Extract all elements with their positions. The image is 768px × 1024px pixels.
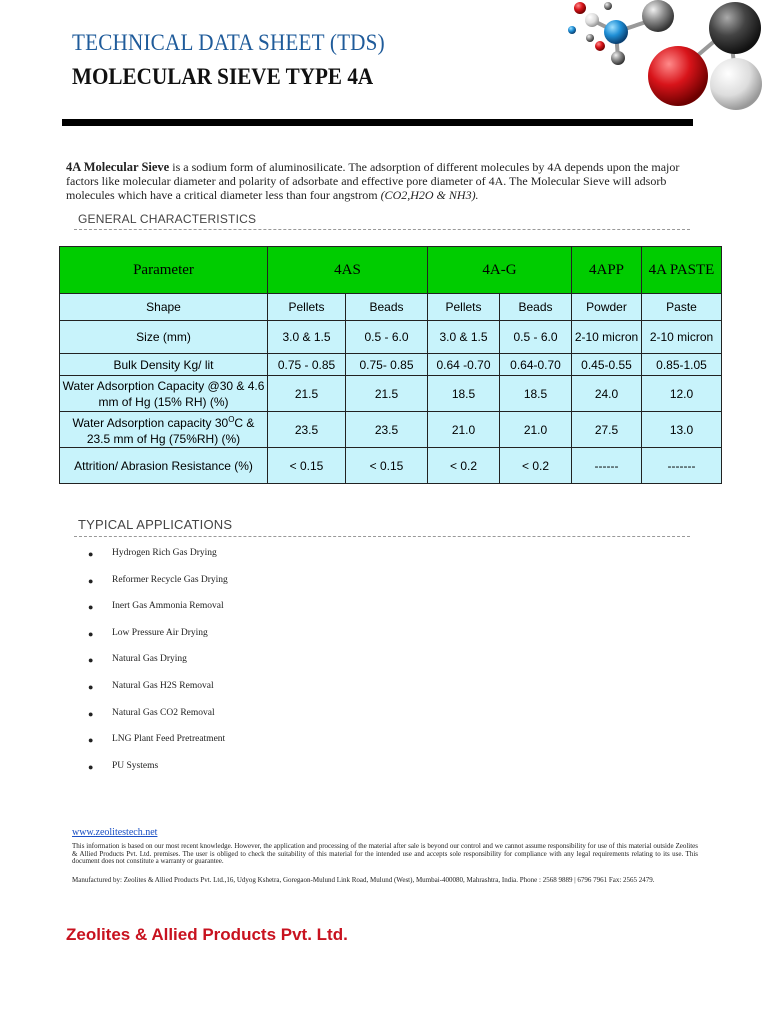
- list-item-label: Inert Gas Ammonia Removal: [112, 601, 224, 612]
- row-label: Water Adsorption Capacity @30 & 4.6 mm of Hg (15% RH) (%): [60, 376, 268, 412]
- table-cell: Beads: [500, 294, 572, 321]
- table-cell: < 0.15: [346, 448, 428, 484]
- intro-lead: 4A Molecular Sieve: [66, 160, 170, 174]
- bullet-dot-icon: ●: [88, 735, 94, 746]
- table-cell: 23.5: [268, 412, 346, 448]
- list-item-label: Natural Gas Drying: [112, 654, 187, 665]
- degree-superscript: O: [228, 415, 235, 424]
- header-4app: 4APP: [572, 247, 642, 294]
- row-label-part: Water Adsorption capacity 30: [72, 416, 229, 430]
- table-cell: 12.0: [642, 376, 722, 412]
- bullet-dot-icon: ●: [88, 602, 94, 613]
- section-heading-applications: TYPICAL APPLICATIONS: [78, 517, 233, 532]
- row-label-part: C & 23.5 mm of Hg (75%RH) (%): [86, 416, 255, 446]
- table-cell: 21.5: [268, 376, 346, 412]
- table-row: [60, 412, 722, 448]
- list-item: [88, 761, 228, 788]
- table-cell: 0.5 - 6.0: [500, 321, 572, 354]
- table-row: [60, 354, 722, 376]
- list-item-label: Hydrogen Rich Gas Drying: [112, 548, 217, 558]
- list-item-label: Low Pressure Air Drying: [112, 627, 208, 638]
- table-cell: 21.0: [500, 412, 572, 448]
- section-divider: [74, 536, 690, 537]
- row-label: Bulk Density Kg/ lit: [60, 354, 268, 376]
- list-item: [88, 708, 228, 735]
- table-cell: < 0.15: [268, 448, 346, 484]
- list-item: [88, 548, 228, 575]
- document-title: TECHNICAL DATA SHEET (TDS): [72, 30, 385, 55]
- table-cell: 0.85-1.05: [642, 354, 722, 376]
- table-cell: 23.5: [346, 412, 428, 448]
- list-item-label: LNG Plant Feed Pretreatment: [112, 734, 226, 745]
- table-cell: Beads: [346, 294, 428, 321]
- section-heading-general: GENERAL CHARACTERISTICS: [78, 212, 257, 226]
- table-cell: 2-10 micron: [642, 321, 722, 354]
- table-cell: 2-10 micron: [572, 321, 642, 354]
- molecule-model-icon: [560, 0, 768, 130]
- list-item: [88, 601, 228, 628]
- table-cell: 3.0 & 1.5: [268, 321, 346, 354]
- bullet-dot-icon: ●: [88, 575, 94, 586]
- table-row: [60, 376, 722, 412]
- list-item: [88, 575, 228, 602]
- table-cell: 21.0: [428, 412, 500, 448]
- table-row: [60, 294, 722, 321]
- table-cell: 18.5: [428, 376, 500, 412]
- table-cell: < 0.2: [500, 448, 572, 484]
- bullet-dot-icon: ●: [88, 708, 94, 719]
- document-subtitle: MOLECULAR SIEVE TYPE 4A: [72, 64, 374, 89]
- intro-body: is a sodium form of aluminosilicate. The adsorption of different molecules by 4A depends upon the major factors like molecular diameter and polarity of adsorbate and effective pore diameter of 4A. The Molecular Sieve will adsorb molecules which have a critical diameter less than four angstrom: [66, 160, 680, 202]
- list-item: [88, 628, 228, 655]
- table-header-row: [60, 247, 722, 294]
- table-row: [60, 321, 722, 354]
- row-label: Attrition/ Abrasion Resistance (%): [60, 448, 268, 484]
- table-cell: < 0.2: [428, 448, 500, 484]
- bullet-dot-icon: ●: [88, 681, 94, 692]
- table-cell: 0.5 - 6.0: [346, 321, 428, 354]
- table-cell: 0.45-0.55: [572, 354, 642, 376]
- list-item: [88, 654, 228, 681]
- header-4a-paste: 4A PASTE: [642, 247, 722, 294]
- header-4ag: 4A-G: [428, 247, 572, 294]
- table-cell: Pellets: [428, 294, 500, 321]
- header-parameter: Parameter: [60, 247, 268, 294]
- row-label: Shape: [60, 294, 268, 321]
- website-link[interactable]: www.zeolitestech.net: [72, 827, 158, 838]
- specification-table: [59, 246, 722, 484]
- header-4as: 4AS: [268, 247, 428, 294]
- list-item-label: Reformer Recycle Gas Drying: [112, 574, 228, 585]
- table-cell: 18.5: [500, 376, 572, 412]
- table-row: [60, 448, 722, 484]
- table-cell: 27.5: [572, 412, 642, 448]
- bullet-dot-icon: ●: [88, 761, 94, 772]
- table-cell: 13.0: [642, 412, 722, 448]
- table-cell: 0.64 -0.70: [428, 354, 500, 376]
- applications-list: [88, 548, 228, 787]
- intro-paragraph: [66, 160, 706, 202]
- table-cell: Paste: [642, 294, 722, 321]
- table-cell: 0.64-0.70: [500, 354, 572, 376]
- list-item-label: PU Systems: [112, 760, 159, 771]
- table-cell: Powder: [572, 294, 642, 321]
- intro-italic: (CO2,H2O & NH3).: [380, 188, 479, 202]
- row-label: [60, 412, 268, 448]
- table-cell: ------: [572, 448, 642, 484]
- disclaimer-text: This information is based on our most recent knowledge. However, the application and processing of the material after sale is beyond our control and we cannot assume responsibility for use of this material outside Zeolites & Allied Products Pvt. Ltd. premises. The user is obliged to check the suitability of this material for the intended use and accepts sole responsibility for compliance with any legal requirements relating to its use. This document does not constitute a warranty or guarantee.: [72, 842, 698, 866]
- table-cell: Pellets: [268, 294, 346, 321]
- list-item: [88, 734, 228, 761]
- table-cell: -------: [642, 448, 722, 484]
- list-item: [88, 681, 228, 708]
- table-cell: 21.5: [346, 376, 428, 412]
- table-cell: 0.75 - 0.85: [268, 354, 346, 376]
- table-cell: 3.0 & 1.5: [428, 321, 500, 354]
- bullet-dot-icon: ●: [88, 628, 94, 639]
- list-item-label: Natural Gas CO2 Removal: [112, 707, 215, 718]
- table-cell: 0.75- 0.85: [346, 354, 428, 376]
- list-item-label: Natural Gas H2S Removal: [112, 680, 214, 691]
- bullet-dot-icon: ●: [88, 655, 94, 666]
- company-name: Zeolites & Allied Products Pvt. Ltd.: [66, 925, 348, 944]
- section-divider: [74, 229, 690, 230]
- table-cell: 24.0: [572, 376, 642, 412]
- bullet-dot-icon: ●: [88, 549, 94, 559]
- row-label: Size (mm): [60, 321, 268, 354]
- manufacturer-address: Manufactured by: Zeolites & Allied Products Pvt. Ltd.,16, Udyog Kshetra, Goregaon-Mulund Link Road, Mulund (West), Mumbai-400080, Mahrashtra, India. Phone : 2568 9889 | 6796 7961 Fax: 2565 2479.: [72, 876, 655, 884]
